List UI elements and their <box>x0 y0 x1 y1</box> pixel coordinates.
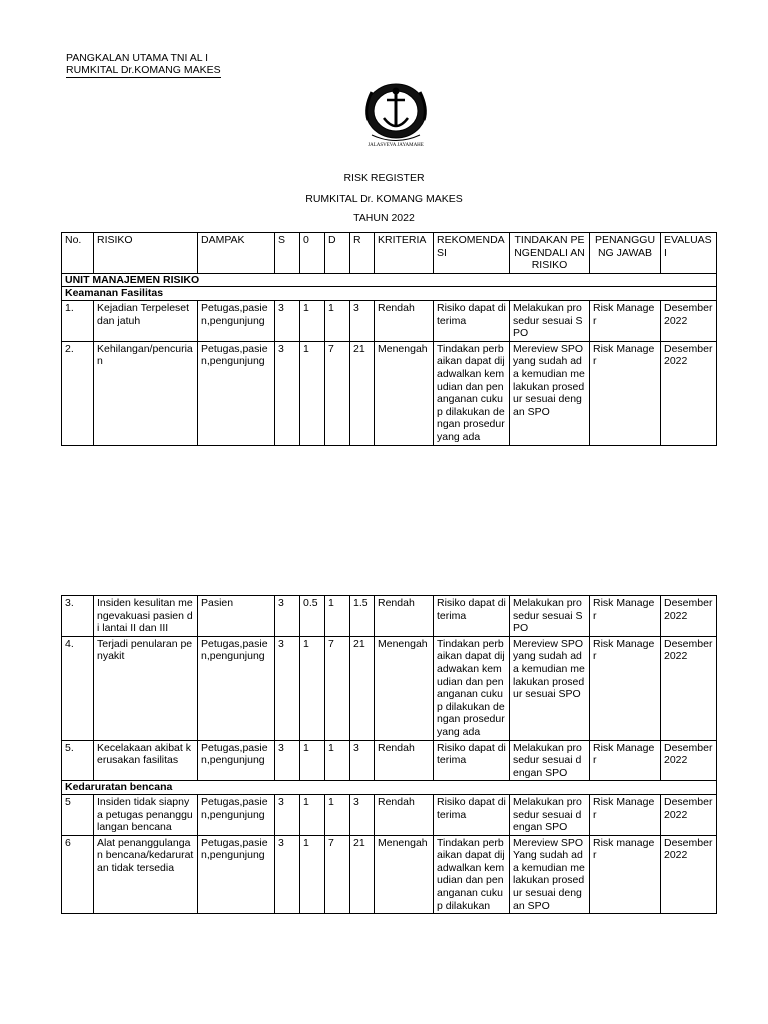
cell-r: 3 <box>350 794 375 835</box>
cell-r: 21 <box>350 341 375 445</box>
org-line-1: PANGKALAN UTAMA TNI AL I <box>66 52 208 64</box>
cell-risiko: Kehilangan/pencurian <box>94 341 198 445</box>
cell-risiko: Kejadian Terpeleset dan jatuh <box>94 300 198 341</box>
cell-evaluasi: Desember 2022 <box>661 636 717 740</box>
cell-no: 5 <box>62 794 94 835</box>
cell-s: 3 <box>275 740 300 781</box>
section-row <box>62 273 717 287</box>
cell-dampak: Petugas,pasien,pengunjung <box>198 300 275 341</box>
col-header-evaluasi: EVALUAS I <box>661 233 717 274</box>
cell-rekomendasi: Risiko dapat diterima <box>434 794 510 835</box>
col-header-kriteria: KRITERIA <box>375 233 434 274</box>
cell-risiko: Terjadi penularan penyakit <box>94 636 198 740</box>
table-row <box>62 300 717 341</box>
cell-d: 1 <box>325 794 350 835</box>
col-header-rekomendasi: REKOMENDA SI <box>434 233 510 274</box>
cell-evaluasi: Desember 2022 <box>661 596 717 637</box>
cell-tindakan: Mereview SPO yang sudah ada kemudian melakukan prosedur sesuai dengan SPO <box>510 341 590 445</box>
table-row <box>62 835 717 914</box>
cell-tindakan: Mereview SPO yang sudah ada kemudian melakukan prosedur sesuai SPO <box>510 636 590 740</box>
cell-dampak: Petugas,pasien,pengunjung <box>198 636 275 740</box>
cell-rekomendasi: Tindakan perbaikan dapat dijadwalkan kemudian dan penanganan cukup dilakukan <box>434 835 510 914</box>
cell-rekomendasi: Tindakan perbaikan dapat dijadwalkan kemudian dan penanganan cukup dilakukan dengan prosedur yang ada <box>434 341 510 445</box>
cell-risiko: Alat penanggulangan bencana/kedaruratan tidak tersedia <box>94 835 198 914</box>
cell-evaluasi: Desember 2022 <box>661 341 717 445</box>
cell-evaluasi: Desember 2022 <box>661 835 717 914</box>
table-row <box>62 341 717 445</box>
emblem-motto: JALASVEVA JAYAMAHE <box>368 143 424 148</box>
cell-d: 1 <box>325 596 350 637</box>
cell-o: 1 <box>300 794 325 835</box>
cell-risiko: Insiden tidak siapnya petugas penanggulangan bencana <box>94 794 198 835</box>
cell-o: 1 <box>300 740 325 781</box>
section-row <box>62 287 717 301</box>
cell-tindakan: Melakukan prosedur sesuai SPO <box>510 300 590 341</box>
cell-no: 2. <box>62 341 94 445</box>
cell-s: 3 <box>275 794 300 835</box>
cell-tindakan: Melakukan prosedur sesuai dengan SPO <box>510 794 590 835</box>
table-row <box>62 794 717 835</box>
cell-kriteria: Rendah <box>375 596 434 637</box>
cell-penanggung-jawab: Risk Manager <box>590 636 661 740</box>
col-header-tindakan: TINDAKAN PENGENDALI AN RISIKO <box>510 233 590 274</box>
risk-register-table-part-1 <box>61 232 717 446</box>
cell-kriteria: Menengah <box>375 835 434 914</box>
cell-penanggung-jawab: Risk Manager <box>590 740 661 781</box>
cell-penanggung-jawab: Risk Manager <box>590 596 661 637</box>
col-header-r: R <box>350 233 375 274</box>
cell-d: 1 <box>325 740 350 781</box>
title-hospital: RUMKITAL Dr. KOMANG MAKES <box>305 193 463 205</box>
cell-evaluasi: Desember 2022 <box>661 300 717 341</box>
cell-dampak: Petugas,pasien,pengunjung <box>198 341 275 445</box>
cell-r: 3 <box>350 740 375 781</box>
cell-no: 4. <box>62 636 94 740</box>
cell-penanggung-jawab: Risk Manager <box>590 341 661 445</box>
section-unit-manajemen-risiko: UNIT MANAJEMEN RISIKO <box>62 273 717 287</box>
cell-rekomendasi: Tindakan perbaikan dapat dijadwakan kemudian dan penanganan cukup dilakukan dengan prosedur yang ada <box>434 636 510 740</box>
cell-rekomendasi: Risiko dapat diterima <box>434 740 510 781</box>
cell-risiko: Insiden kesulitan mengevakuasi pasien di lantai II dan III <box>94 596 198 637</box>
table-row <box>62 596 717 637</box>
section-row <box>62 781 717 795</box>
cell-dampak: Pasien <box>198 596 275 637</box>
cell-no: 6 <box>62 835 94 914</box>
col-header-penanggung-jawab: PENANGGU NG JAWAB <box>590 233 661 274</box>
cell-kriteria: Menengah <box>375 341 434 445</box>
cell-kriteria: Rendah <box>375 794 434 835</box>
title-risk-register: RISK REGISTER <box>343 172 425 184</box>
section-kedaruratan-bencana: Kedaruratan bencana <box>62 781 717 795</box>
cell-evaluasi: Desember 2022 <box>661 740 717 781</box>
section-keamanan-fasilitas: Keamanan Fasilitas <box>62 287 717 301</box>
cell-rekomendasi: Risiko dapat diterima <box>434 596 510 637</box>
table-row <box>62 636 717 740</box>
cell-o: 1 <box>300 300 325 341</box>
cell-tindakan: Melakukan prosedur sesuai dengan SPO <box>510 740 590 781</box>
col-header-dampak: DAMPAK <box>198 233 275 274</box>
table-row <box>62 740 717 781</box>
navy-emblem-logo <box>358 80 434 150</box>
cell-penanggung-jawab: Risk Manager <box>590 794 661 835</box>
cell-tindakan: Melakukan prosedur sesuai SPO <box>510 596 590 637</box>
org-line-2: RUMKITAL Dr.KOMANG MAKES <box>66 64 221 76</box>
cell-r: 21 <box>350 636 375 740</box>
organization-header <box>66 52 221 78</box>
col-header-s: S <box>275 233 300 274</box>
cell-s: 3 <box>275 636 300 740</box>
cell-kriteria: Rendah <box>375 740 434 781</box>
cell-no: 1. <box>62 300 94 341</box>
cell-s: 3 <box>275 596 300 637</box>
cell-tindakan: Mereview SPO Yang sudah ada kemudian melakukan prosedur sesuai dengan SPO <box>510 835 590 914</box>
cell-s: 3 <box>275 300 300 341</box>
cell-o: 1 <box>300 636 325 740</box>
cell-s: 3 <box>275 341 300 445</box>
cell-kriteria: Rendah <box>375 300 434 341</box>
cell-d: 7 <box>325 341 350 445</box>
cell-no: 3. <box>62 596 94 637</box>
cell-rekomendasi: Risiko dapat diterima <box>434 300 510 341</box>
cell-dampak: Petugas,pasien,pengunjung <box>198 740 275 781</box>
cell-o: 1 <box>300 835 325 914</box>
col-header-risiko: RISIKO <box>94 233 198 274</box>
cell-penanggung-jawab: Risk manager <box>590 835 661 914</box>
cell-kriteria: Menengah <box>375 636 434 740</box>
cell-penanggung-jawab: Risk Manager <box>590 300 661 341</box>
col-header-no: No. <box>62 233 94 274</box>
title-year: TAHUN 2022 <box>353 212 415 224</box>
cell-r: 1.5 <box>350 596 375 637</box>
table-header-row <box>62 233 717 274</box>
cell-r: 21 <box>350 835 375 914</box>
cell-dampak: Petugas,pasien,pengunjung <box>198 794 275 835</box>
cell-d: 7 <box>325 636 350 740</box>
cell-evaluasi: Desember 2022 <box>661 794 717 835</box>
cell-d: 1 <box>325 300 350 341</box>
cell-r: 3 <box>350 300 375 341</box>
cell-o: 1 <box>300 341 325 445</box>
cell-o: 0.5 <box>300 596 325 637</box>
cell-dampak: Petugas,pasien,pengunjung <box>198 835 275 914</box>
risk-register-table-part-2 <box>61 595 717 914</box>
col-header-o: 0 <box>300 233 325 274</box>
cell-s: 3 <box>275 835 300 914</box>
cell-no: 5. <box>62 740 94 781</box>
cell-d: 7 <box>325 835 350 914</box>
col-header-d: D <box>325 233 350 274</box>
cell-risiko: Kecelakaan akibat kerusakan fasilitas <box>94 740 198 781</box>
